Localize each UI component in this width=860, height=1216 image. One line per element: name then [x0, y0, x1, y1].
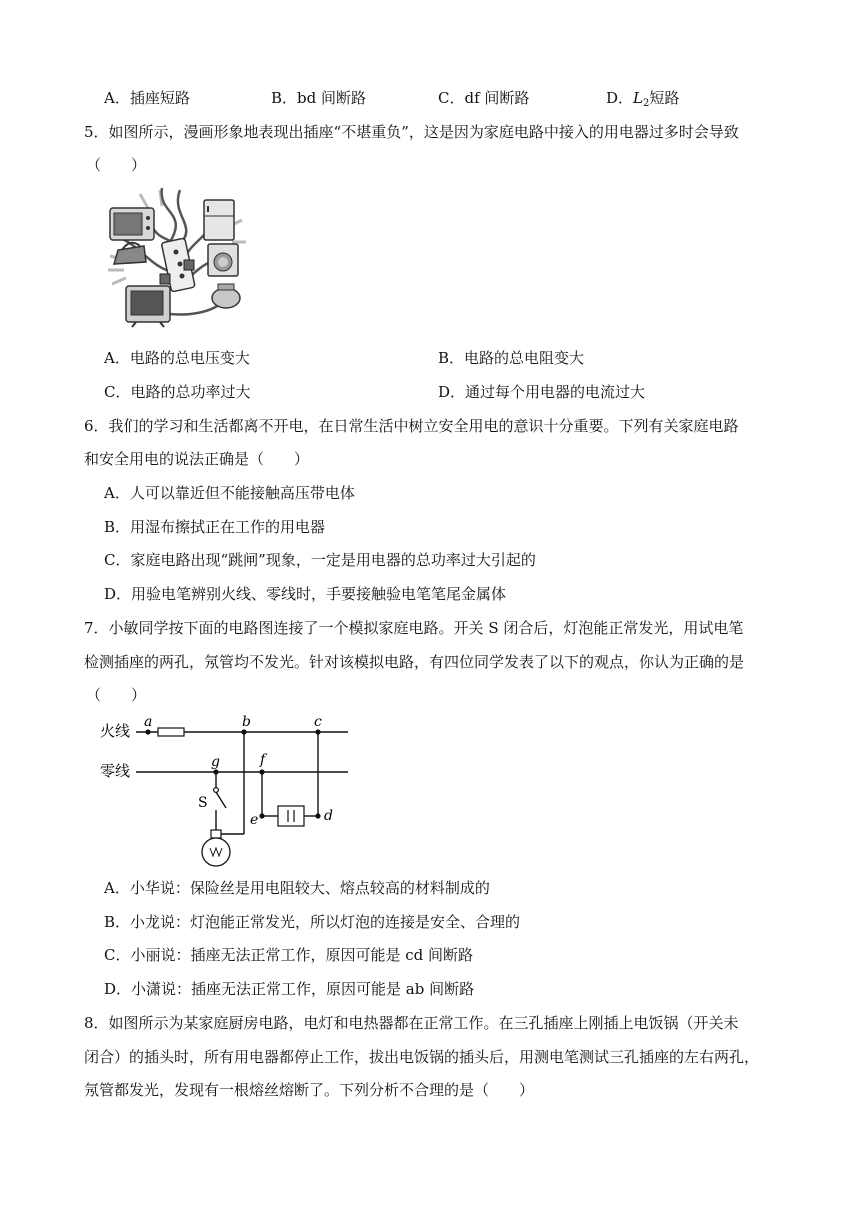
circuit-diagram [98, 712, 358, 872]
point-f: f [260, 752, 266, 768]
q5-option-d: D．通过每个用电器的电流过大 [438, 383, 646, 401]
q5-stem-line1: 5．如图所示，漫画形象地表现出插座“不堪重负”，这是因为家庭电路中接入的用电器过多时会导致 [84, 123, 739, 141]
switch-label: S [198, 795, 208, 811]
q7-option-a: A．小华说：保险丝是用电阻较大、熔点较高的材料制成的 [104, 879, 490, 897]
point-b: b [242, 714, 251, 730]
live-wire-label: 火线 [100, 722, 131, 740]
q7-option-b: B．小龙说：灯泡能正常发光，所以灯泡的连接是安全、合理的 [104, 913, 521, 931]
neutral-wire-label: 零线 [100, 762, 131, 780]
fuse-icon [158, 728, 184, 736]
q5-option-c: C．电路的总功率过大 [104, 383, 251, 401]
q6-option-d: D．用验电笔辨别火线、零线时，手要接触验电笔笔尾金属体 [104, 585, 507, 603]
q8-stem-line3: 氖管都发光，发现有一根熔丝熔断了。下列分析不合理的是（ ） [84, 1081, 535, 1099]
q4-option-c: C．df 间断路 [438, 89, 530, 107]
point-c: c [314, 714, 322, 730]
q7-stem-line2: 检测插座的两孔，氖管均不发光。针对该模拟电路，有四位同学发表了以下的观点，你认为正确的是 [84, 653, 745, 671]
q8-stem-line2: 闭合）的插头时，所有用电器都停止工作，拔出电饭锅的插头后，用测电笔测试三孔插座的左右两孔， [84, 1048, 760, 1066]
point-a: a [144, 714, 153, 730]
q6-stem-line2: 和安全用电的说法正确是（ ） [84, 450, 310, 468]
q7-stem-line3: （ ） [86, 686, 147, 704]
q7-option-c: C．小丽说：插座无法正常工作，原因可能是 cd 间断路 [104, 946, 474, 964]
q6-option-c: C．家庭电路出现“跳闸”现象，一定是用电器的总功率过大引起的 [104, 551, 536, 569]
overloaded-socket-cartoon [100, 186, 252, 328]
q4-option-a: A．插座短路 [104, 89, 190, 107]
q8-stem-line1: 8．如图所示为某家庭厨房电路，电灯和电热器都在正常工作。在三孔插座上刚插上电饭锅（开关未 [84, 1014, 739, 1032]
q6-option-a: A．人可以靠近但不能接触高压带电体 [104, 484, 355, 502]
q5-stem-line2: （ ） [86, 156, 147, 174]
switch-icon [216, 792, 226, 808]
lamp-icon [202, 830, 230, 866]
q7-option-d: D．小潇说：插座无法正常工作，原因可能是 ab 间断路 [104, 980, 475, 998]
q5-option-a: A．电路的总电压变大 [104, 349, 250, 367]
q7-stem-line1: 7．小敏同学按下面的电路图连接了一个模拟家庭电路。开关 S 闭合后，灯泡能正常发光，用试电笔 [84, 619, 744, 637]
q6-stem-line1: 6．我们的学习和生活都离不开电，在日常生活中树立安全用电的意识十分重要。下列有关家庭电路 [84, 417, 739, 435]
q5-option-b: B．电路的总电阻变大 [438, 349, 585, 367]
point-d: d [324, 808, 333, 824]
point-g: g [211, 754, 220, 770]
socket-icon [278, 806, 304, 826]
q4-option-d: D．$L_2$短路 [606, 89, 680, 109]
point-e: e [250, 812, 259, 828]
q6-option-b: B．用湿布擦拭正在工作的用电器 [104, 518, 326, 536]
q4-option-b: B．bd 间断路 [271, 89, 367, 107]
